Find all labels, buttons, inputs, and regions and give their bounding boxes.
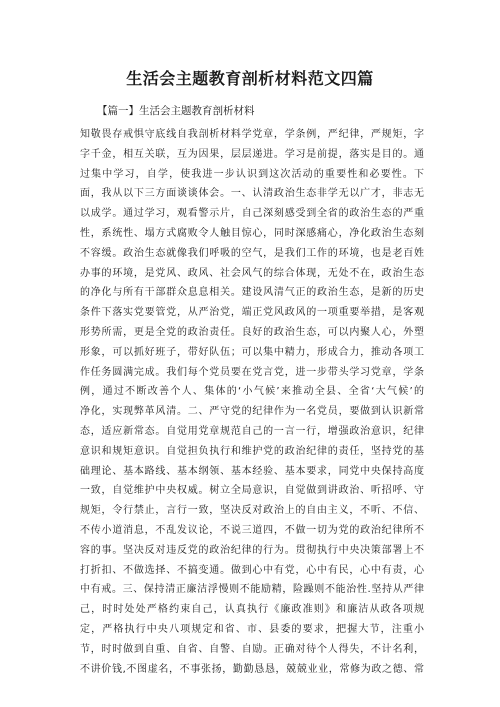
body-line: 形象，可以抓好班子，带好队伍；可以集中精力，形成合力，推动各项工: [80, 346, 424, 358]
body-line: 定，严格执行中央八项规定和省、市、县委的要求，把握大节，注重小: [80, 623, 424, 635]
body-line: 性，系统性、塌方式腐败令人触目惊心，同时深感痛心，净化政治生态刻: [80, 227, 424, 239]
body-line: 容的事。坚决反对违反党的政治纪律的行为。贯彻执行中央决策部署上不: [80, 544, 424, 556]
body-line: 打折扣、不做选择、不搞变通。做到心中有党，心中有民，心中有责，心: [80, 564, 424, 576]
body-line: 不传小道消息，不乱发议论，不说三道四，不做一切为党的政治纪律所不: [80, 524, 424, 536]
body-line: 己，时时处处严格约束自己，认真执行《廉政准则》和廉洁从政各项规: [80, 604, 424, 616]
body-line: 形势所需，更是全党的政治责任。良好的政治生态，可以内聚人心，外塑: [80, 326, 424, 338]
section-heading: 【篇一】生活会主题教育剖析材料: [97, 105, 255, 117]
body-line: 规矩，令行禁止，言行一致，坚决反对政治上的自由主义，不听、不信、: [80, 505, 424, 517]
body-line: 意识和规矩意识。自觉担负执行和维护党的政治纪律的责任，坚持党的基: [80, 445, 424, 457]
body-paragraph: [80, 125, 424, 679]
document-title: 生活会主题教育剖析材料范文四篇: [126, 69, 374, 88]
body-line: 字千金，相互关联，互为因果，层层递进。学习是前提，落实是目的。通: [80, 148, 424, 160]
body-line: 面，我从以下三方面谈谈体会。一、认清政治生态非学无以广才，非志无: [80, 188, 424, 200]
body-line: 态，适应新常态。自觉用党章规范自己的一言一行，增强政治意识，纪律: [80, 425, 424, 437]
body-line: 节，时时做到自重、自省、自警、自励。正确对待个人得失，不计名利，: [80, 643, 424, 655]
body-line: 的净化与所有干部群众息息相关。建设风清气正的政治生态，是新的历史: [80, 287, 424, 299]
body-line: 础理论、基本路线、基本纲领、基本经验、基本要求，同党中央保持高度: [80, 465, 424, 477]
body-line: 例，通过不断改善个人、集体的‘小气候’来推动全县、全省‘大气候’的: [80, 386, 424, 398]
body-line: 知敬畏存戒惧守底线自我剖析材料学党章，学条例，严纪律，严规矩，字: [80, 129, 424, 140]
body-line: 不讲价钱,不图虚名，不事张扬，勤勤恳恳，兢兢业业，常修为政之德、常: [80, 663, 424, 675]
body-line: 以成学。通过学习，观看警示片，自己深刻感受到全省的政治生态的严重: [80, 208, 424, 220]
body-line: 过集中学习，自学，使我进一步认识到这次活动的重要性和必要性。下: [80, 168, 424, 180]
body-line: 中有戒。三、保持清正廉洁浮慢则不能励精，险躁则不能治性.坚持从严律: [80, 584, 424, 596]
body-line: 净化，实现弊革风清。二、严守党的纪律作为一名党员，要做到认识新常: [80, 406, 424, 418]
body-line: 办事的环境，是党风、政风、社会风气的综合体现，无处不在，政治生态: [80, 267, 424, 279]
body-line: 作任务圆满完成。我们每个党员要在党言党，进一步带头学习党章，学条: [80, 366, 424, 378]
body-line: 条件下落实党要管党，从严治党，端正党风政风的一项重要举措，是客观: [80, 307, 424, 319]
body-line: 不容缓。政治生态就像我们呼吸的空气，是我们工作的环境，也是老百姓: [80, 247, 424, 259]
body-line: 一致，自觉维护中央权威。树立全局意识，自觉做到讲政治、听招呼、守: [80, 485, 424, 497]
